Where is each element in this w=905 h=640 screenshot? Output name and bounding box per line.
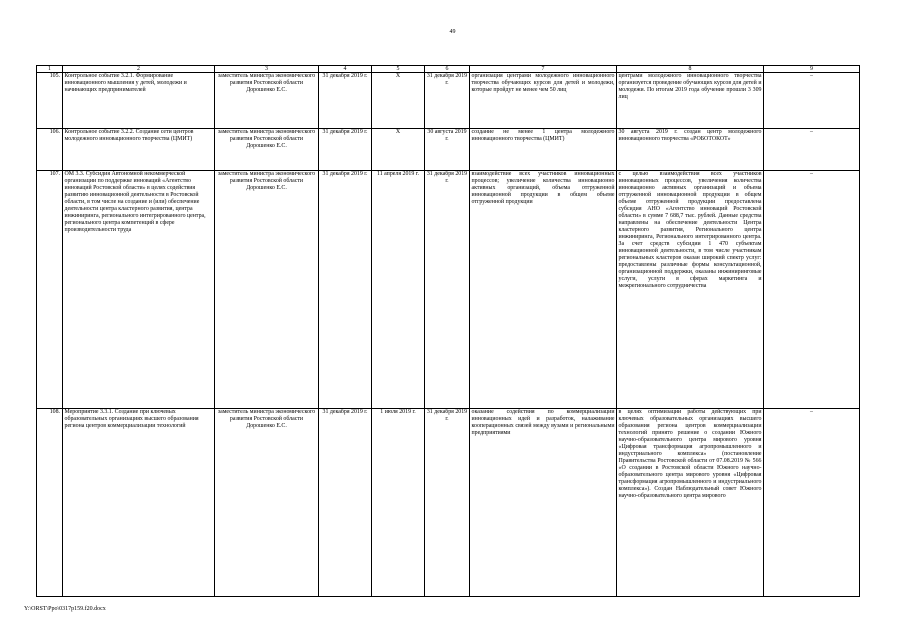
- end-date: 31 декабря 2019 г.: [425, 409, 470, 597]
- column-header: 3: [215, 66, 319, 73]
- start-date: 1 июля 2019 г.: [372, 409, 425, 597]
- actual-result: в целях оптимизации работы действующих при ключевых образовательных организациях высшего образования региона центров коммерциализации технологий принято решение о создании Южного научно-образовательного центра мирового уровня «Цифровая трансформация агропромышленного и индустриального комплекса» (постановление Правительства Ростовской области от 07.08.2019 № 566 «О создании в Ростовской области Южного научно-образовательного центра мирового уровня «Цифровая трансформация агропромышленного и индустриального комплекса»). Создан Наблюдательный совет Южного научно-образовательного центра мирового: [617, 409, 764, 597]
- expected-result: создание не менее 1 центра молодежного инновационного творчества (ЦМИТ): [470, 129, 617, 171]
- column-number-row: [37, 66, 860, 73]
- notes-cell: –: [764, 171, 860, 409]
- row-number: 107.: [37, 171, 63, 409]
- planned-date: 31 декабря 2019 г.: [319, 129, 372, 171]
- column-header: 4: [319, 66, 372, 73]
- table-row: [37, 409, 860, 597]
- notes-cell: –: [764, 73, 860, 129]
- report-table: [36, 65, 860, 597]
- activity-name: Мероприятие 3.3.1. Создание при ключевых образовательных организациях высшего образования региона центров коммерциализации технологий: [63, 409, 215, 597]
- responsible-person: заместитель министра экономического развития Ростовской области Дорошенко Е.С.: [215, 409, 319, 597]
- responsible-person: заместитель министра экономического развития Ростовской области Дорошенко Е.С.: [215, 171, 319, 409]
- actual-result: с целью взаимодействия всех участников инновационных процессов, увеличения количества инновационно активных организаций и объема отгруженной инновационной продукции в общем объеме отгруженной продукции предоставлена субсидия АНО «Агентство инноваций Ростовской области» в сумме 7 688,7 тыс. рублей. Данные средства направлены на обеспечение деятельности Центра кластерного развития, Регионального центра инжиниринга, Регионального интегрированного центра. За счет средств субсидии 1 470 субъектам инновационной деятельности, в том числе участникам региональных кластеров оказан широкий спектр услуг: предоставлены различные формы консультационной, организационной поддержки, оказаны инжиниринговые услуги, услуги в сферах маркетинга и межрегионального сотрудничества: [617, 171, 764, 409]
- column-header: 9: [764, 66, 860, 73]
- start-date: X: [372, 73, 425, 129]
- planned-date: 31 декабря 2019 г.: [319, 171, 372, 409]
- column-header: 5: [372, 66, 425, 73]
- end-date: 31 декабря 2019 г.: [425, 171, 470, 409]
- actual-result: 30 августа 2019 г. создан центр молодежного инновационного творчества «РОБОТОКОТ»: [617, 129, 764, 171]
- column-header: 2: [63, 66, 215, 73]
- notes-cell: –: [764, 129, 860, 171]
- table-row: [37, 171, 860, 409]
- responsible-person: заместитель министра экономического развития Ростовской области Дорошенко Е.С.: [215, 129, 319, 171]
- start-date: 11 апреля 2019 г.: [372, 171, 425, 409]
- row-number: 108.: [37, 409, 63, 597]
- planned-date: 31 декабря 2019 г.: [319, 409, 372, 597]
- end-date: 31 декабря 2019 г.: [425, 73, 470, 129]
- end-date: 30 августа 2019 г.: [425, 129, 470, 171]
- expected-result: оказание содействия по коммерциализации инновационных идей и разработок, налаживание кооперационных связей между вузами и региональными предприятиями: [470, 409, 617, 597]
- row-number: 105.: [37, 73, 63, 129]
- activity-name: Контрольное событие 3.2.2. Создание сети центров молодежного инновационного творчества (ЦМИТ): [63, 129, 215, 171]
- expected-result: организация центрами молодежного инновационного творчества обучающих курсов для детей и молодежи, которые пройдут не менее чем 50 лиц: [470, 73, 617, 129]
- planned-date: 31 декабря 2019 г.: [319, 73, 372, 129]
- activity-name: ОМ 3.3. Субсидия Автономной некоммерческой организации по поддержке инноваций «Агентство инноваций Ростовской области» в целях содействия развитию инновационной деятельности в Ростовской области, в том числе на создание и (или) обеспечение деятельности центра кластерного развития, центра инжиниринга, регионального интегрированного центра, регионального центра компетенций в сфере производительности труда: [63, 171, 215, 409]
- file-path-footer: Y:\ORST\Ppo\0317p159.f20.docx: [24, 606, 106, 612]
- expected-result: взаимодействие всех участников инновационных процессов; увеличение количества инновационно активных организаций, объема отгруженной инновационной продукции в общем объеме отгруженной продукции: [470, 171, 617, 409]
- table-row: [37, 73, 860, 129]
- column-header: 7: [470, 66, 617, 73]
- responsible-person: заместитель министра экономического развития Ростовской области Дорошенко Е.С.: [215, 73, 319, 129]
- activity-name: Контрольное событие 3.2.1. Формирование инновационного мышления у детей, молодежи и начинающих предпринимателей: [63, 73, 215, 129]
- start-date: X: [372, 129, 425, 171]
- page-number: 49: [449, 29, 456, 35]
- column-header: 1: [37, 66, 63, 73]
- table-row: [37, 129, 860, 171]
- notes-cell: –: [764, 409, 860, 597]
- row-number: 106.: [37, 129, 63, 171]
- actual-result: центрами молодежного инновационного творчества организуется проведение обучающих курсов для детей и молодежи. По итогам 2019 года обучение прошли 3 309 лиц: [617, 73, 764, 129]
- column-header: 8: [617, 66, 764, 73]
- column-header: 6: [425, 66, 470, 73]
